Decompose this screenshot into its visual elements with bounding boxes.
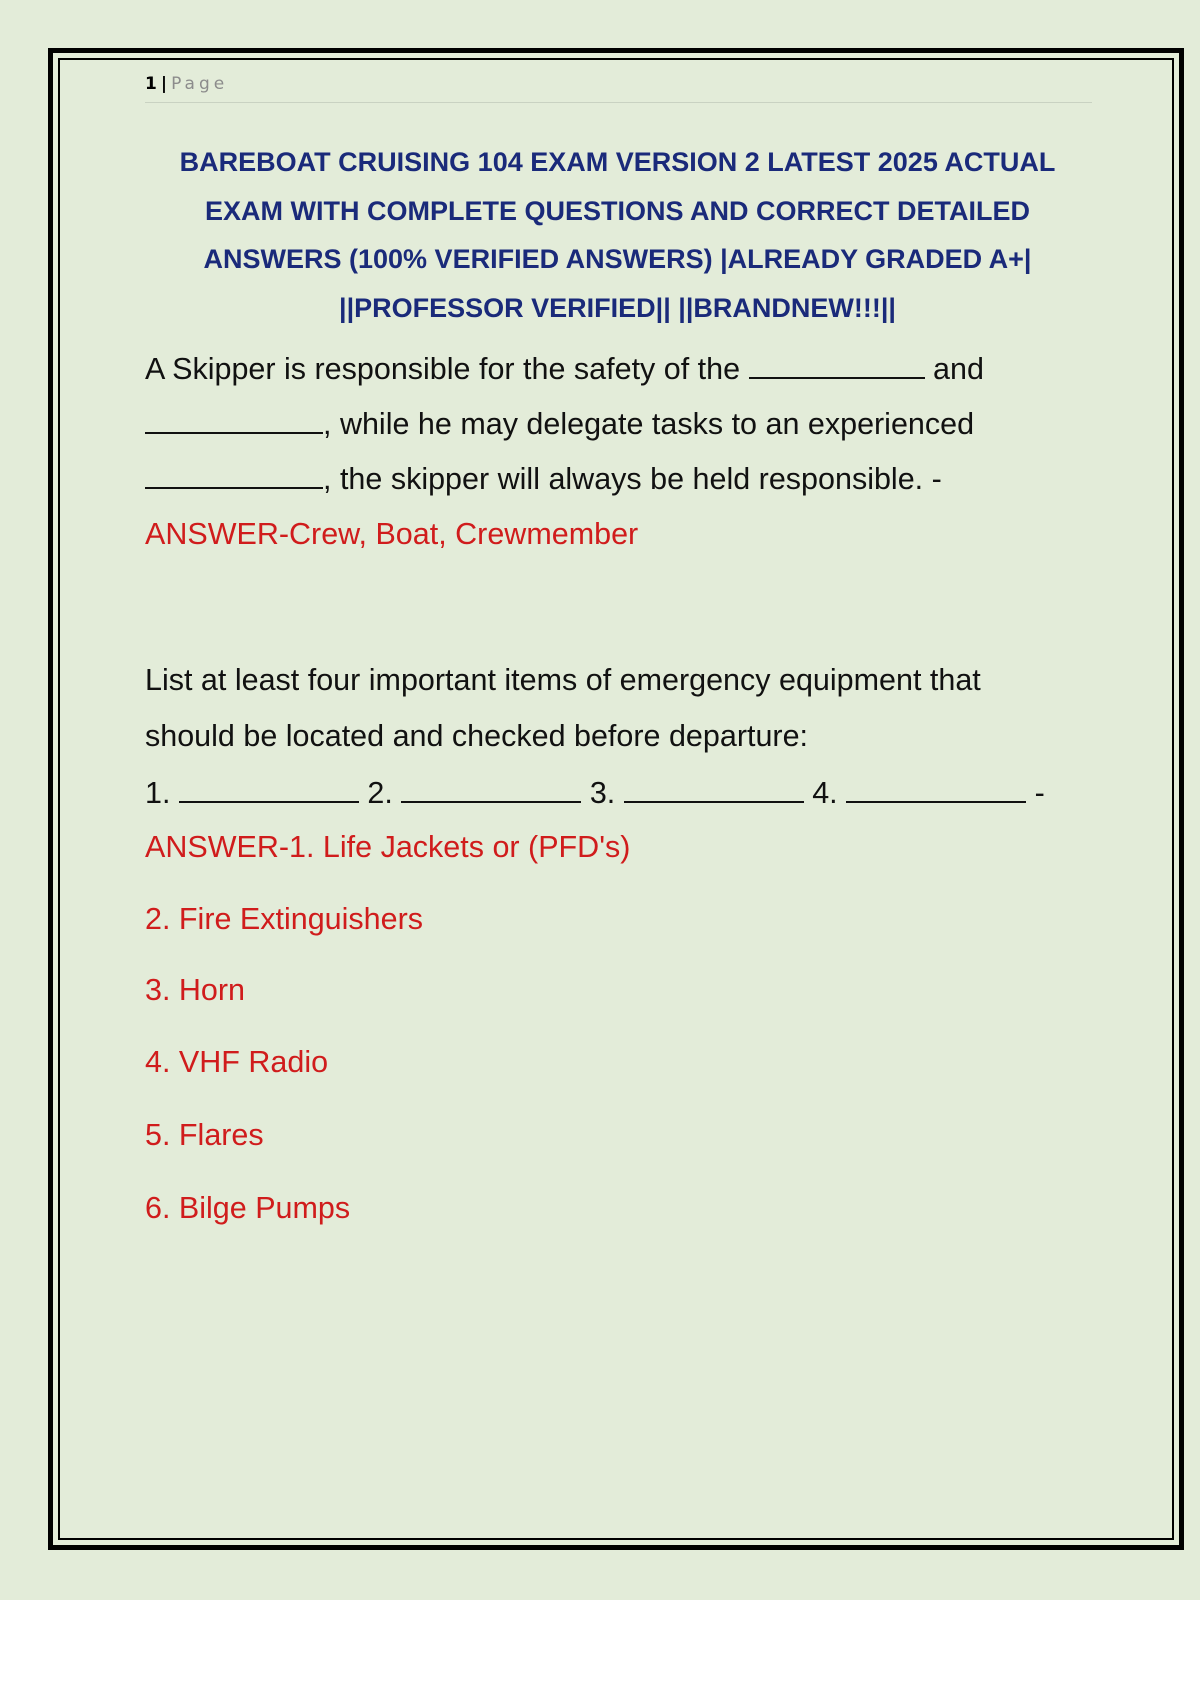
question-2-blanks-line	[145, 773, 1045, 813]
answer-blank	[846, 773, 1026, 803]
blank-label: 2.	[367, 776, 393, 810]
question-1-line-1	[145, 349, 984, 389]
question-2-answer-item: ANSWER-1. Life Jackets or (PFD's)	[145, 830, 631, 864]
question-1-text: , while he may delegate tasks to an experienced	[323, 407, 975, 441]
question-1-line-3	[145, 459, 942, 499]
question-1-text: A Skipper is responsible for the safety of the	[145, 352, 741, 386]
blank-label: 4.	[812, 776, 838, 810]
question-1-answer: ANSWER-Crew, Boat, Crewmember	[145, 517, 639, 551]
title-line: EXAM WITH COMPLETE QUESTIONS AND CORRECT DETAILED	[204, 195, 1030, 226]
question-2-answer-item: 4. VHF Radio	[145, 1045, 329, 1079]
question-1-line-2	[145, 404, 974, 444]
answer-blank	[401, 773, 581, 803]
title-line: ||PROFESSOR VERIFIED|| ||BRANDNEW!!!||	[339, 292, 896, 323]
question-2-text-end: -	[1034, 776, 1045, 810]
question-2-line-1: List at least four important items of emergency equipment that	[145, 663, 981, 697]
question-2-line-2: should be located and checked before departure:	[145, 719, 809, 753]
answer-blank	[749, 349, 925, 379]
page-header-separator: |	[160, 74, 168, 94]
answer-blank	[179, 773, 359, 803]
title-line: ANSWERS (100% VERIFIED ANSWERS) |ALREADY GRADED A+|	[203, 244, 1032, 274]
blank-label: 3.	[589, 776, 616, 810]
question-1-text-end: and	[933, 352, 984, 386]
page-header	[145, 74, 1092, 103]
answer-blank	[145, 459, 323, 489]
answer-blank	[624, 773, 804, 803]
page-number: 1	[145, 74, 157, 94]
question-2-answer-item: 3. Horn	[145, 973, 246, 1007]
title-line: BAREBOAT CRUISING 104 EXAM VERSION 2 LATEST 2025 ACTUAL	[179, 147, 1056, 177]
page-label: Page	[171, 74, 229, 94]
blank-label: 1.	[145, 776, 171, 810]
question-2-answer-item: 5. Flares	[145, 1118, 264, 1152]
question-2-answer-item: 6. Bilge Pumps	[145, 1191, 351, 1225]
question-2-answer-item: 2. Fire Extinguishers	[145, 902, 423, 936]
question-1-text: , the skipper will always be held responsible. -	[323, 462, 942, 496]
document-title	[145, 138, 1090, 332]
answer-blank	[145, 404, 323, 434]
